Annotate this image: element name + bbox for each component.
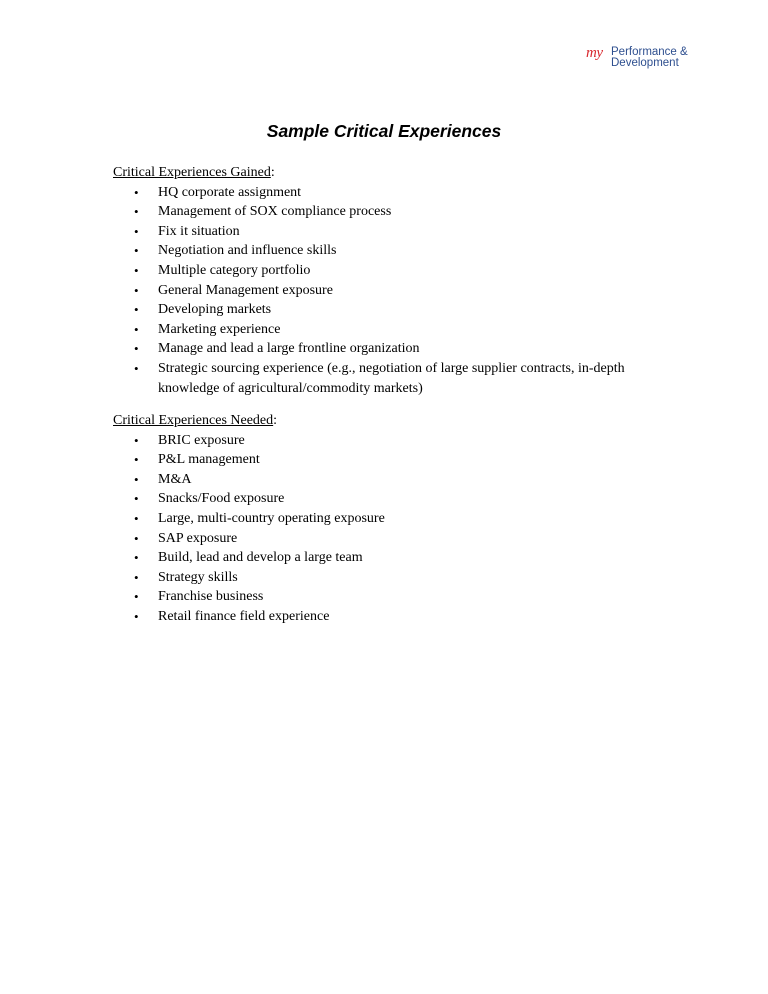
list-item-text: Build, lead and develop a large team: [158, 550, 363, 566]
list-item: [113, 183, 643, 203]
list-item-text: Negotiation and influence skills: [158, 243, 337, 259]
page-title: Sample Critical Experiences: [266, 121, 502, 141]
section-heading-suffix: :: [270, 165, 275, 180]
section-heading: [113, 411, 643, 431]
bullet-icon: •: [134, 204, 139, 220]
bullet-icon: •: [134, 243, 139, 259]
list-item: [113, 202, 643, 222]
bullet-list: [113, 431, 643, 627]
list-item-text: Franchise business: [158, 589, 264, 605]
bullet-list: [113, 183, 643, 399]
bullet-icon: •: [134, 184, 139, 200]
list-item: [113, 339, 643, 359]
list-item-text: M&A: [158, 471, 192, 487]
section-experiences-needed: [113, 411, 643, 627]
list-item-text: Fix it situation: [158, 223, 240, 239]
section-heading: [113, 163, 643, 183]
bullet-icon: •: [134, 530, 139, 546]
bullet-icon: •: [134, 432, 139, 448]
list-item: [113, 587, 643, 607]
bullet-icon: •: [134, 550, 139, 566]
list-item-text: Snacks/Food exposure: [158, 491, 285, 507]
list-item: [113, 529, 643, 549]
list-item-text: Strategy skills: [158, 569, 238, 585]
bullet-icon: •: [134, 282, 139, 298]
bullet-icon: •: [134, 569, 139, 585]
section-heading-suffix: :: [273, 413, 278, 428]
section-heading-text: Critical Experiences Gained: [113, 165, 271, 180]
list-item: [113, 261, 643, 281]
list-item: [113, 509, 643, 529]
bullet-icon: •: [134, 262, 139, 278]
list-item-text: Retail finance field experience: [158, 608, 330, 624]
bullet-icon: •: [134, 302, 139, 318]
list-item-text: Multiple category portfolio: [158, 262, 311, 278]
list-item-text: P&L management: [158, 452, 260, 468]
logo-line-1: Performance &: [611, 46, 688, 58]
bullet-icon: •: [134, 341, 139, 357]
list-item-text: General Management exposure: [158, 282, 333, 298]
list-item: [113, 320, 643, 340]
list-item: [113, 489, 643, 509]
section-heading-text: Critical Experiences Needed: [113, 413, 274, 428]
bullet-icon: •: [134, 608, 139, 624]
bullet-icon: •: [134, 491, 139, 507]
list-item-text: SAP exposure: [158, 530, 238, 546]
bullet-icon: •: [134, 452, 139, 468]
logo-line-2: Development: [611, 57, 679, 69]
list-item: [113, 568, 643, 588]
list-item: [113, 607, 643, 627]
list-item: [113, 548, 643, 568]
list-item-text: Developing markets: [158, 302, 272, 318]
logo-prefix: my: [586, 45, 603, 61]
list-item-text: Large, multi-country operating exposure: [158, 510, 385, 526]
list-item: [113, 241, 643, 261]
bullet-icon: •: [134, 471, 139, 487]
list-item: [113, 222, 643, 242]
list-item-text: Manage and lead a large frontline organization: [158, 341, 420, 357]
bullet-icon: •: [134, 223, 139, 239]
company-logo: [586, 45, 716, 71]
list-item: [113, 450, 643, 470]
list-item: [113, 281, 643, 301]
list-item: [113, 300, 643, 320]
list-item-text: Marketing experience: [158, 321, 281, 337]
list-item-text: BRIC exposure: [158, 432, 245, 448]
bullet-icon: •: [134, 589, 139, 605]
list-item: [113, 431, 643, 451]
list-item-text: HQ corporate assignment: [158, 184, 302, 200]
list-item: [113, 470, 643, 490]
list-item-text: Strategic sourcing experience (e.g., negotiation of large supplier contracts, in-depth knowledge of agricultural/commodity markets): [158, 360, 625, 396]
bullet-icon: •: [134, 321, 139, 337]
bullet-icon: •: [134, 510, 139, 526]
bullet-icon: •: [134, 360, 139, 376]
list-item-text: Management of SOX compliance process: [158, 204, 392, 220]
list-item: [113, 359, 643, 398]
section-experiences-gained: [113, 163, 643, 398]
